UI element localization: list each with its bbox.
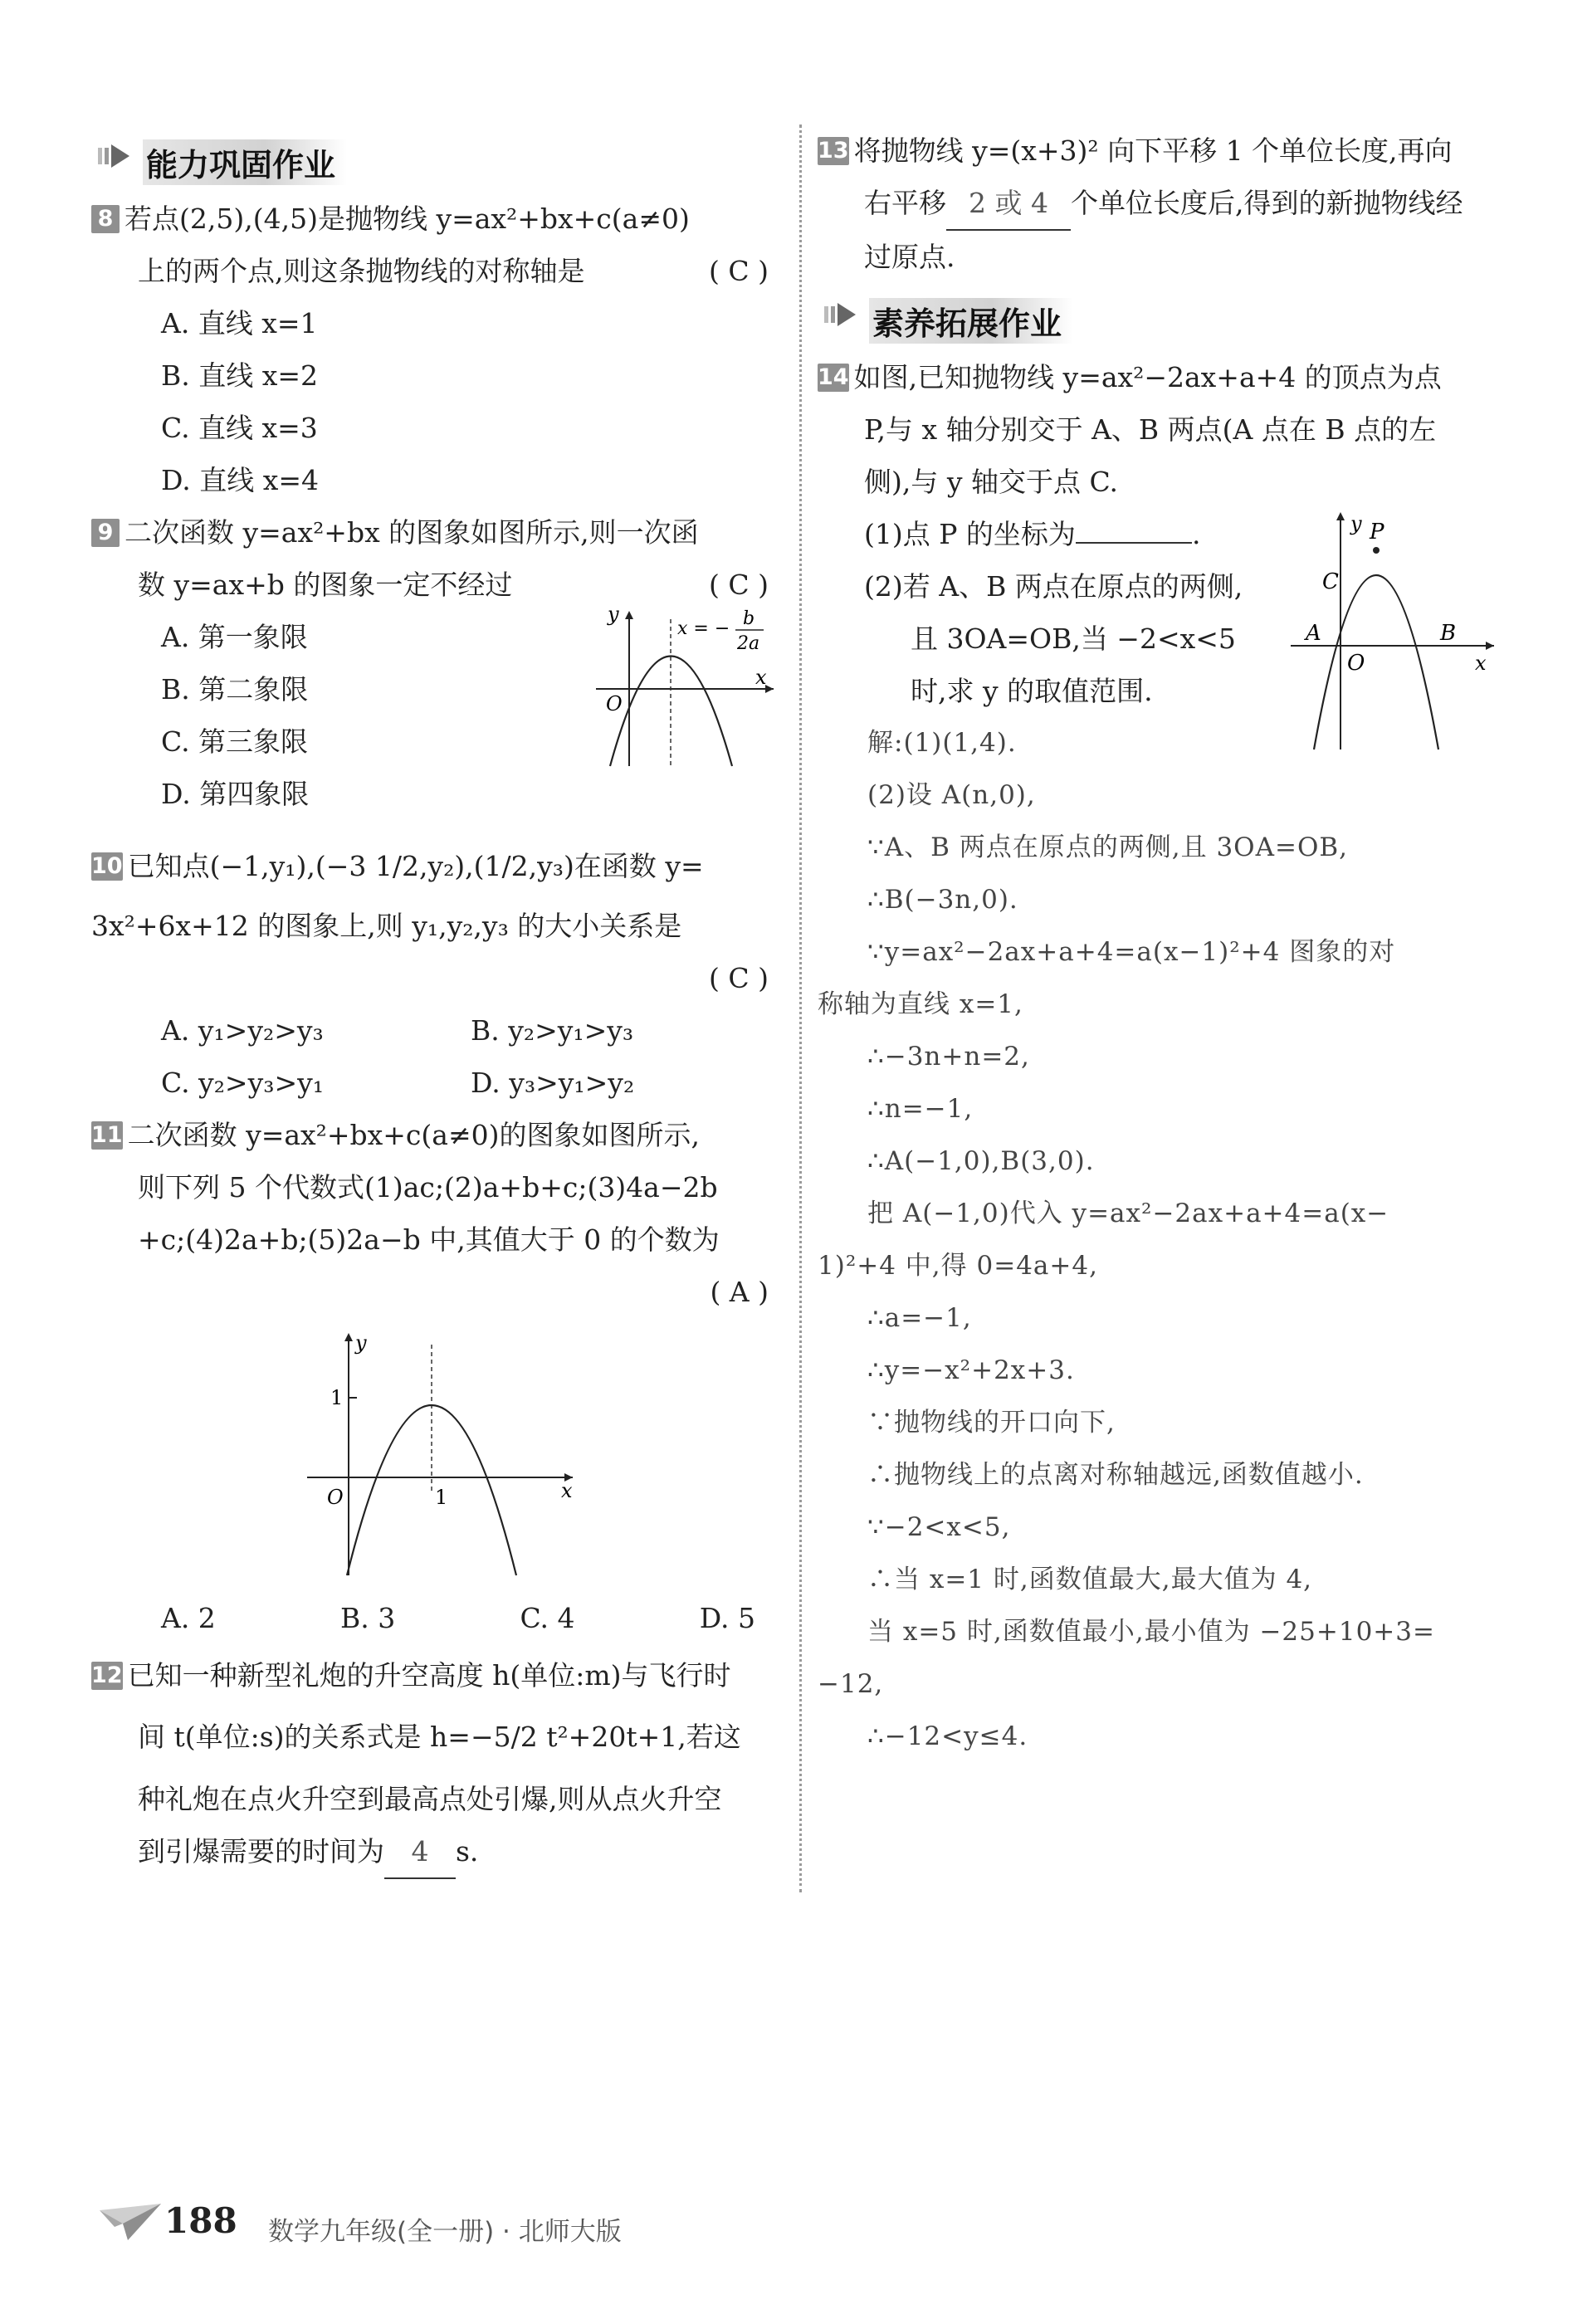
paper-plane-icon xyxy=(98,2202,163,2242)
section-header-extension xyxy=(818,290,1498,341)
q13-stem-line2: 右平移 xyxy=(864,187,946,219)
fraction-denominator: 2a xyxy=(737,633,760,654)
y-axis-label: y xyxy=(1350,512,1362,535)
solution-line: ∴n=−1, xyxy=(867,1094,974,1124)
axis-of-symmetry-label: x = − xyxy=(677,618,730,639)
q14-parabola-graph xyxy=(1282,509,1500,758)
column-divider xyxy=(799,124,802,1892)
solution-line: ∴a=−1, xyxy=(867,1303,972,1333)
q10-stem-line2: 3x²+6x+12 的图象上,则 y₁,y₂,y₃ 的大小关系是 xyxy=(91,910,682,942)
q11-option-c: C. 4 xyxy=(520,1602,575,1634)
q14-stem-line2: P,与 x 轴分别交于 A、B 两点(A 点在 B 点的左 xyxy=(864,413,1437,446)
q9-stem-line2: 数 y=ax+b 的图象一定不经过 xyxy=(138,569,513,601)
x-axis-label: x xyxy=(1475,652,1487,675)
q11-option-d: D. 5 xyxy=(699,1602,755,1634)
solution-line: 称轴为直线 x=1, xyxy=(818,989,1023,1019)
q14-part2-line1: (2)若 A、B 两点在原点的两侧, xyxy=(864,570,1243,603)
solution-line: ∵A、B 两点在原点的两侧,且 3OA=OB, xyxy=(867,832,1349,862)
solution-line: ∴y=−x²+2x+3. xyxy=(867,1355,1075,1385)
q10-option-c: C. y₂>y₃>y₁ xyxy=(161,1067,324,1099)
solution-line: 1)²+4 中,得 0=4a+4, xyxy=(818,1251,1098,1281)
point-b-label: B xyxy=(1440,621,1457,646)
y-tick-1: 1 xyxy=(330,1386,344,1409)
arrow-icon xyxy=(824,300,857,330)
left-column xyxy=(91,124,780,1879)
q10-option-d: D. y₃>y₁>y₂ xyxy=(471,1067,635,1099)
section-title: 能力巩固作业 xyxy=(143,139,347,185)
section-header-consolidation xyxy=(91,131,780,183)
q8-stem-line1: 若点(2,5),(4,5)是抛物线 y=ax²+bx+c(a≠0) xyxy=(125,203,690,235)
solution-line: ∴当 x=1 时,函数值最大,最大值为 4, xyxy=(867,1565,1313,1594)
q14-part1: (1)点 P 的坐标为 xyxy=(864,518,1076,550)
q8-option-d: D. 直线 x=4 xyxy=(161,464,320,496)
origin-label: O xyxy=(327,1486,344,1509)
question-8 xyxy=(91,193,780,506)
q11-parabola-graph xyxy=(299,1326,581,1584)
q10-option-a: A. y₁>y₂>y₃ xyxy=(161,1014,324,1047)
question-number: 10 xyxy=(91,853,123,879)
page-number: 188 xyxy=(164,2200,237,2241)
q14-stem-line3: 侧),与 y 轴交于点 C. xyxy=(864,466,1119,498)
origin-label: O xyxy=(606,692,623,715)
section-title: 素养拓展作业 xyxy=(869,298,1073,344)
q11-stem-line2: 则下列 5 个代数式(1)ac;(2)a+b+c;(3)4a−2b xyxy=(138,1171,718,1204)
solution-line: ∴B(−3n,0). xyxy=(867,885,1018,915)
right-column xyxy=(818,124,1498,1763)
q12-stem-line3: 种礼炮在点火升空到最高点处引爆,则从点火升空 xyxy=(138,1783,722,1815)
solution-line: ∵y=ax²−2ax+a+4=a(x−1)²+4 图象的对 xyxy=(867,937,1396,967)
q10-option-b: B. y₂>y₁>y₃ xyxy=(471,1014,634,1047)
q11-option-a: A. 2 xyxy=(161,1602,216,1634)
question-number: 9 xyxy=(91,519,120,547)
x-tick-1: 1 xyxy=(435,1486,448,1509)
solution-line: ∴抛物线上的点离对称轴越远,函数值越小. xyxy=(867,1460,1364,1490)
question-9 xyxy=(91,506,780,820)
question-number: 8 xyxy=(91,205,120,233)
solution-line: (2)设 A(n,0), xyxy=(867,780,1036,810)
q11-stem-line3: +c;(4)2a+b;(5)2a−b 中,其值大于 0 的个数为 xyxy=(138,1223,720,1256)
fraction-numerator: b xyxy=(743,608,755,629)
q9-option-a: A. 第一象限 xyxy=(161,621,308,653)
question-number: 14 xyxy=(818,364,849,390)
q11-stem-line1: 二次函数 y=ax²+bx+c(a≠0)的图象如图所示, xyxy=(127,1119,700,1151)
q11-option-b: B. 3 xyxy=(340,1602,396,1634)
question-number: 11 xyxy=(91,1122,123,1148)
q11-answer: ( A ) xyxy=(710,1276,769,1308)
arrow-icon xyxy=(98,141,131,171)
q9-stem-line1: 二次函数 y=ax²+bx 的图象如图所示,则一次函 xyxy=(125,516,699,549)
q13-stem-line2-post: 个单位长度后,得到的新抛物线经 xyxy=(1071,187,1463,219)
q9-option-d: D. 第四象限 xyxy=(161,778,310,810)
q13-stem-line1: 将抛物线 y=(x+3)² 向下平移 1 个单位长度,再向 xyxy=(853,134,1453,167)
solution-line: ∴A(−1,0),B(3,0). xyxy=(867,1146,1095,1176)
q14-part1-end: . xyxy=(1191,518,1201,550)
q10-answer: ( C ) xyxy=(709,962,769,994)
q12-unit: s. xyxy=(456,1835,479,1868)
q9-answer: ( C ) xyxy=(709,569,769,601)
question-10 xyxy=(91,833,780,1109)
point-a-label: A xyxy=(1306,621,1321,646)
q9-parabola-graph xyxy=(589,604,780,770)
q8-option-a: A. 直线 x=1 xyxy=(161,307,318,339)
q14-solution xyxy=(818,717,1498,1763)
q14-part2-line3: 时,求 y 的取值范围. xyxy=(911,675,1153,707)
question-14 xyxy=(818,351,1498,1763)
question-12 xyxy=(91,1649,780,1879)
q14-stem-line1: 如图,已知抛物线 y=ax²−2ax+a+4 的顶点为点 xyxy=(853,361,1442,393)
q8-option-c: C. 直线 x=3 xyxy=(161,412,318,444)
q14-part1-blank xyxy=(1076,542,1192,544)
q12-stem-line4: 到引爆需要的时间为 xyxy=(138,1835,384,1868)
solution-line: −12, xyxy=(818,1669,884,1699)
solution-line: ∵抛物线的开口向下, xyxy=(867,1408,1116,1438)
q10-stem-line1: 已知点(−1,y₁),(−3 1/2,y₂),(1/2,y₃)在函数 y= xyxy=(127,850,704,882)
q9-option-b: B. 第二象限 xyxy=(161,673,309,706)
q13-stem-line3: 过原点. xyxy=(864,241,955,273)
point-c-label: C xyxy=(1322,569,1339,594)
vertex-p-label: P xyxy=(1370,520,1384,544)
origin-label: O xyxy=(1347,651,1365,676)
q14-part2-line2: 且 3OA=OB,当 −2<x<5 xyxy=(911,622,1236,655)
question-13 xyxy=(818,124,1498,283)
book-title: 数学九年级(全一册) · 北师大版 xyxy=(268,2217,622,2247)
question-number: 13 xyxy=(818,138,849,164)
solution-line: ∴−12<y≤4. xyxy=(867,1721,1028,1751)
question-11 xyxy=(91,1109,780,1644)
x-axis-label: x xyxy=(755,666,767,689)
q13-answer-blank: 2 或 4 xyxy=(946,177,1071,231)
q9-option-c: C. 第三象限 xyxy=(161,725,309,758)
q12-stem-line2: 间 t(单位:s)的关系式是 h=−5/2 t²+20t+1,若这 xyxy=(138,1721,741,1753)
question-number: 12 xyxy=(91,1662,123,1688)
solution-line: 当 x=5 时,函数值最小,最小值为 −25+10+3= xyxy=(867,1617,1435,1647)
q12-answer-blank: 4 xyxy=(384,1825,456,1879)
q8-option-b: B. 直线 x=2 xyxy=(161,359,318,392)
q8-answer: ( C ) xyxy=(709,255,769,287)
solution-line: 解:(1)(1,4). xyxy=(867,728,1017,758)
solution-line: 把 A(−1,0)代入 y=ax²−2ax+a+4=a(x− xyxy=(867,1199,1389,1228)
solution-line: ∵−2<x<5, xyxy=(867,1512,1011,1542)
y-axis-label: y xyxy=(355,1331,367,1355)
y-axis-label: y xyxy=(608,604,619,626)
x-axis-label: x xyxy=(561,1479,573,1502)
q12-stem-line1: 已知一种新型礼炮的升空高度 h(单位:m)与飞行时 xyxy=(127,1659,731,1692)
solution-line: ∴−3n+n=2, xyxy=(867,1042,1030,1072)
q8-stem-line2: 上的两个点,则这条抛物线的对称轴是 xyxy=(138,255,585,287)
